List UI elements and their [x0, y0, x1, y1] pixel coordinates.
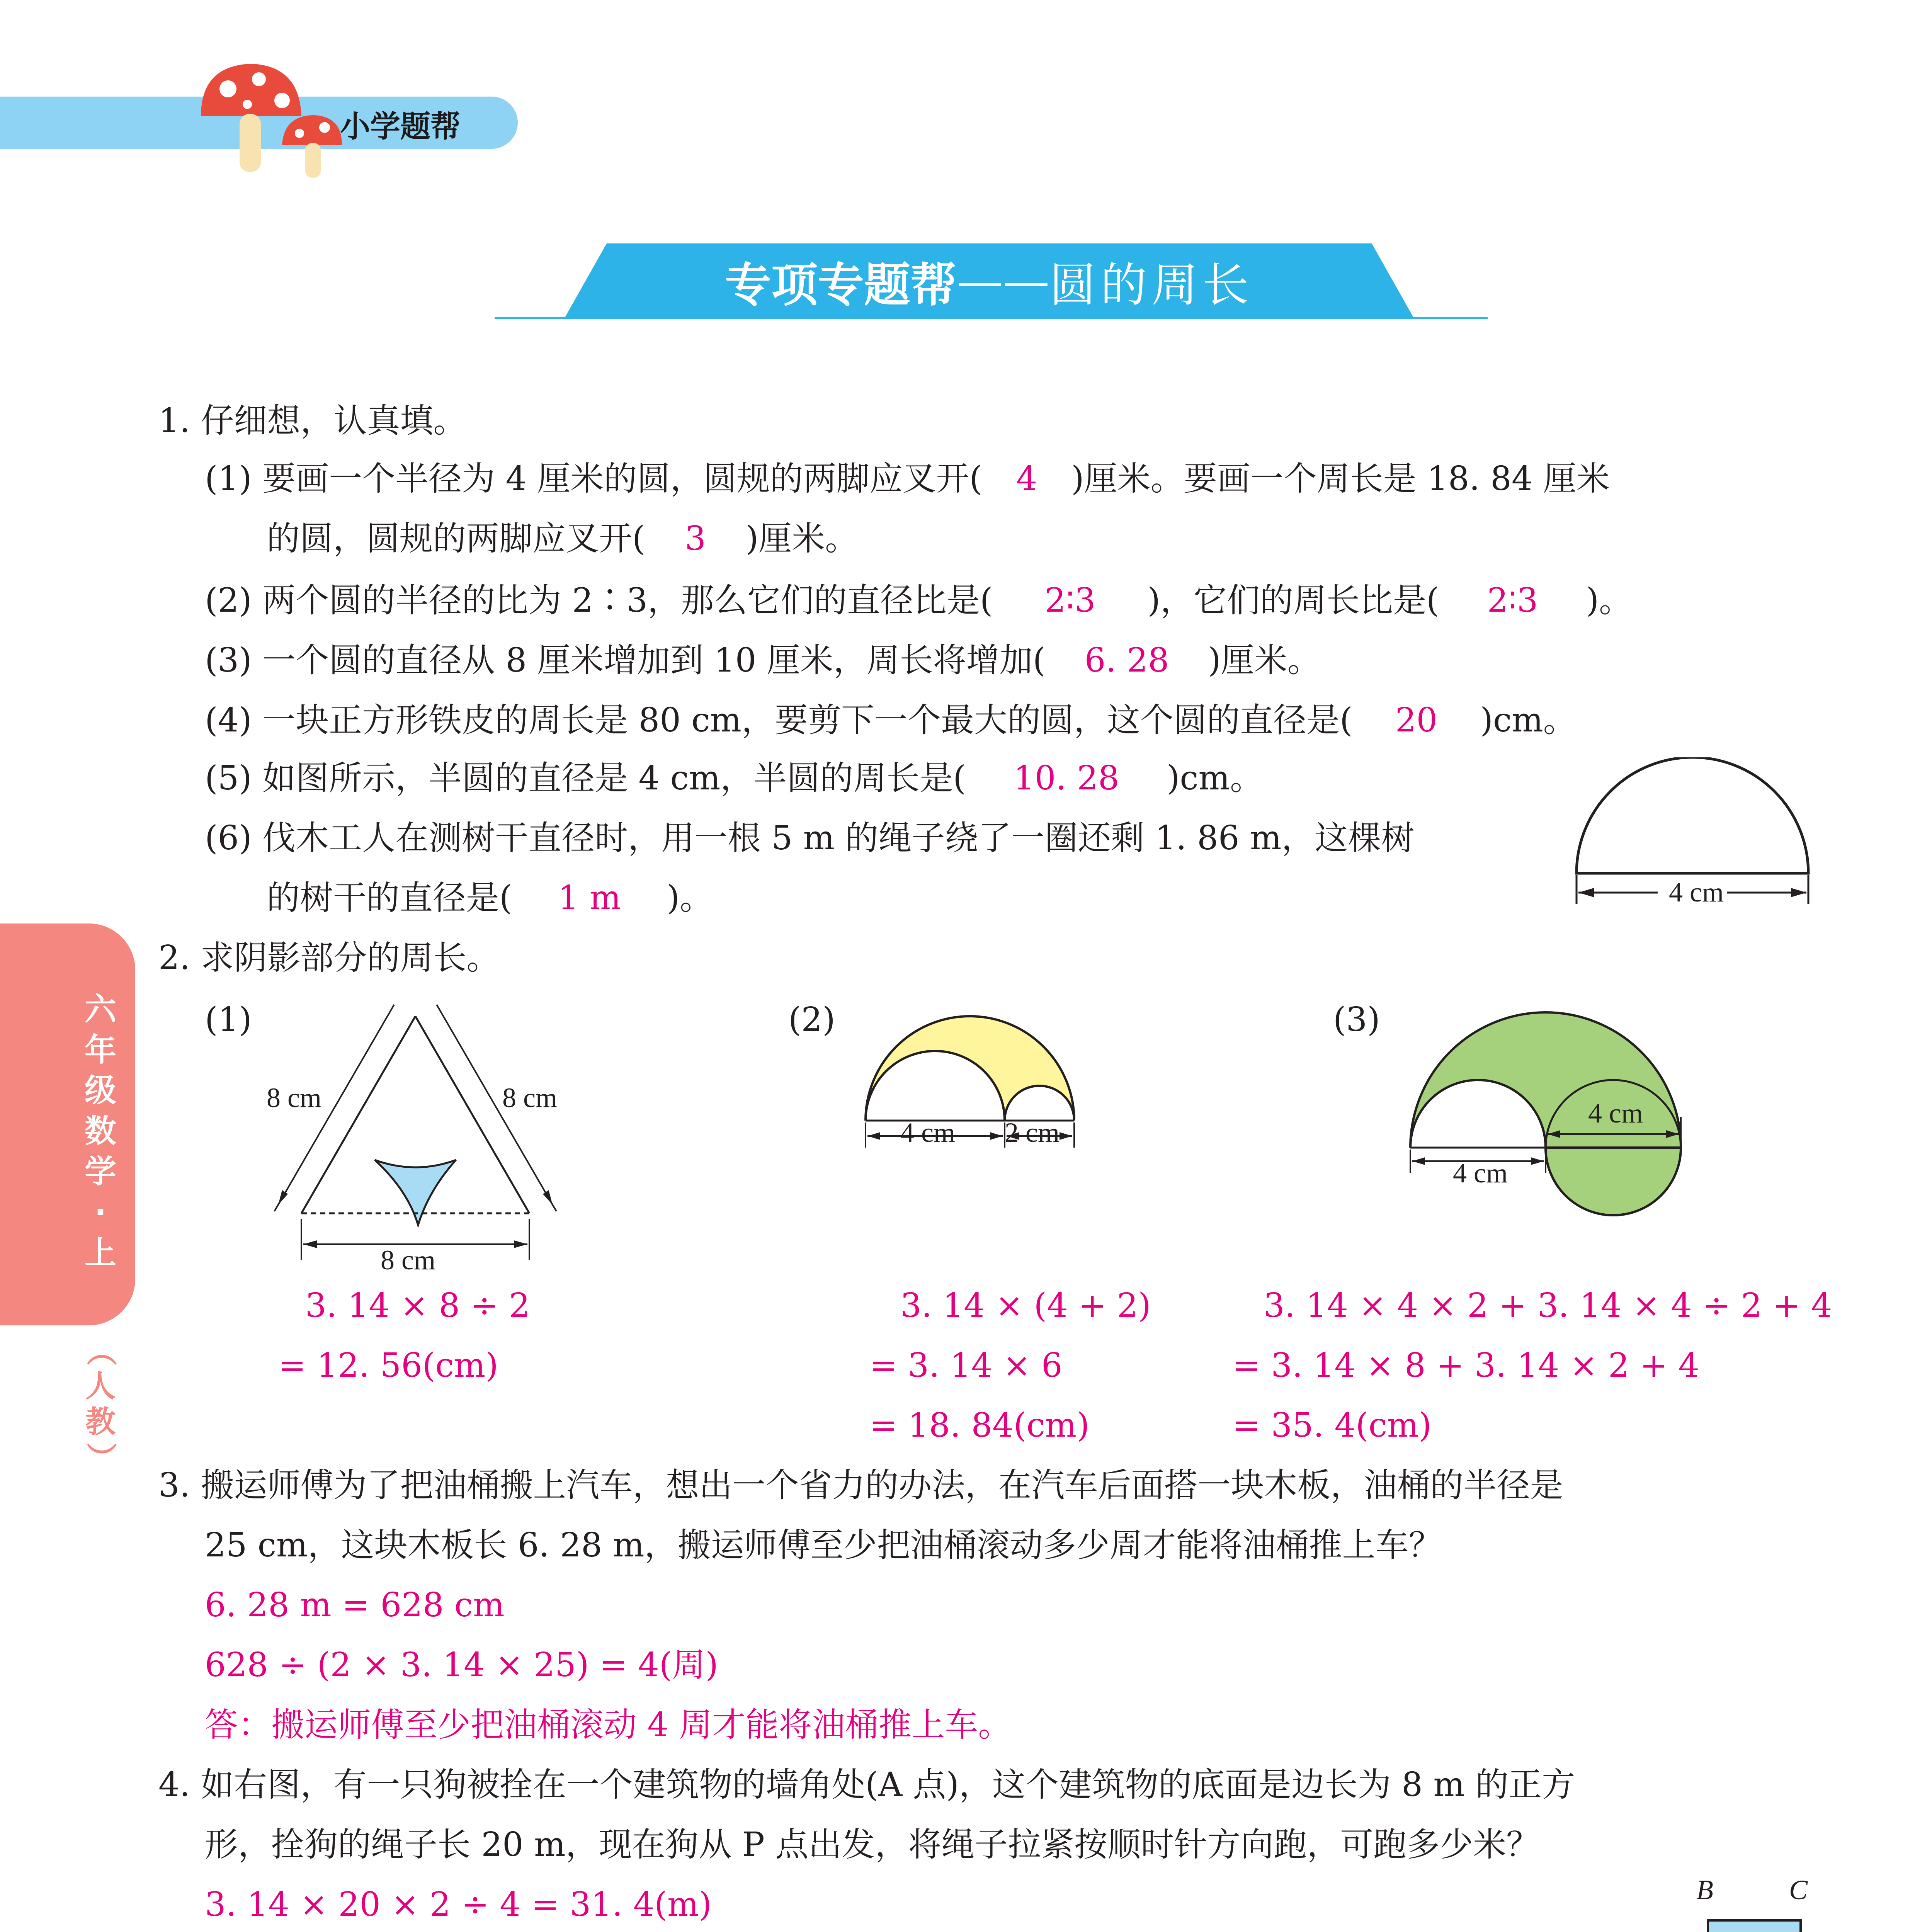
q4-line: 4. 如右图，有一只狗被拴在一个建筑物的墙角处(A 点)，这个建筑物的底面是边长为 8 m 的正方: [158, 1765, 1575, 1804]
fig1-solution-line: = 12. 56(cm): [278, 1346, 498, 1385]
fig2-left-label: 4 cm: [900, 1117, 955, 1148]
fig3-solution-line: = 3. 14 × 8 + 3. 14 × 2 + 4: [1233, 1346, 1700, 1385]
brand-name: 小学题帮: [340, 109, 461, 144]
q1-item-1a: (1) 要画一个半径为 4 厘米的圆，圆规的两脚应叉开( 4 )厘米。要画一个周长是 18. 84 厘米: [205, 459, 1610, 498]
semicircle-label: 4 cm: [1669, 877, 1724, 908]
title-dash: ——: [957, 254, 1049, 308]
fig1-solution-line: 3. 14 × 8 ÷ 2: [305, 1286, 530, 1325]
q1-item-5: (5) 如图所示，半圆的直径是 4 cm，半圆的周长是( 10. 28 )cm。: [205, 759, 1264, 798]
page-title: [564, 243, 1414, 319]
fig2-semicircles: [858, 1005, 1097, 1151]
fig2-solution-line: = 3. 14 × 6: [869, 1346, 1063, 1385]
side-tab-grade: 六 年 级 数 学 · 上: [84, 991, 116, 1271]
fig3-bottom-label: 4 cm: [1453, 1158, 1508, 1189]
fig2-right-label: 2 cm: [1005, 1117, 1060, 1148]
q3-line: 25 cm，这块木板长 6. 28 m，搬运师傅至少把油桶滚动多少周才能将油桶推上车？: [205, 1526, 1442, 1565]
answer-blank: 1 m: [558, 879, 621, 917]
q1-item-4: (4) 一块正方形铁皮的周长是 80 cm，要剪下一个最大的圆，这个圆的直径是( 20 )cm。: [205, 701, 1577, 740]
fig1-right-label: 8 cm: [502, 1082, 557, 1113]
fig3-solution-line: = 35. 4(cm): [1233, 1406, 1432, 1445]
q1-item-3: (3) 一个圆的直径从 8 厘米增加到 10 厘米，周长将增加( 6. 28 )厘米。: [205, 641, 1321, 680]
fig2-label: (2): [788, 1000, 835, 1039]
q4-line: 形，拴狗的绳子长 20 m，现在狗从 P 点出发，将绳子拉紧按顺时针方向跑，可跑多少米？: [205, 1825, 1540, 1864]
fig2-solution-line: = 18. 84(cm): [869, 1406, 1090, 1445]
point-B: B: [1696, 1874, 1713, 1905]
q3-answer: 答：搬运师傅至少把油桶滚动 4 周才能将油桶推上车。: [205, 1706, 1012, 1744]
title-topic: 圆的周长: [1049, 258, 1253, 312]
fig1-left-label: 8 cm: [267, 1082, 321, 1113]
mushroom-icon: [193, 58, 355, 185]
answer-blank: 2∶3: [1487, 581, 1538, 620]
q3-line: 3. 搬运师傅为了把油桶搬上汽车，想出一个省力的办法，在汽车后面搭一块木板，油桶的半径是: [158, 1466, 1563, 1505]
q1-heading: 1. 仔细想，认真填。: [158, 401, 467, 440]
fig2-solution-line: 3. 14 × (4 + 2): [900, 1286, 1151, 1325]
q1-item-2: (2) 两个圆的半径的比为 2∶3，那么它们的直径比是( 2∶3 )，它们的周长比是( 2∶3 )。: [205, 581, 1633, 620]
fig1-label: (1): [205, 1000, 252, 1039]
fig3-solution-line: 3. 14 × 4 × 2 + 3. 14 × 4 ÷ 2 + 4: [1264, 1286, 1832, 1325]
answer-blank: 6. 28: [1084, 641, 1169, 680]
fig1-bottom-label: 8 cm: [381, 1245, 435, 1276]
answer-blank: 4: [1016, 459, 1037, 498]
fig3-top-label: 4 cm: [1588, 1098, 1643, 1129]
q1-item-6a: (6) 伐木工人在测树干直径时，用一根 5 m 的绳子绕了一圈还剩 1. 86 m，这棵树: [205, 819, 1415, 857]
answer-blank: 3: [685, 519, 706, 558]
q1-item-6b: 的树干的直径是( 1 m )。: [267, 879, 713, 917]
q4-building-figure: [1461, 1870, 1832, 1932]
side-tab-edition: （ 人 教 ）: [83, 1335, 118, 1473]
q4-solution-line: 3. 14 × 20 × 2 ÷ 4 = 31. 4(m): [205, 1885, 712, 1924]
q2-heading: 2. 求阴影部分的周长。: [158, 939, 500, 977]
q3-solution-line: 6. 28 m = 628 cm: [205, 1586, 505, 1624]
q1-item-1b: 的圆，圆规的两脚应叉开( 3 )厘米。: [267, 519, 859, 558]
fig3-label: (3): [1333, 1000, 1380, 1039]
answer-blank: 10. 28: [1014, 759, 1119, 798]
answer-blank: 2∶3: [1044, 581, 1096, 620]
q3-solution-line: 628 ÷ (2 × 3. 14 × 25) = 4(周): [205, 1646, 718, 1684]
title-main: 专项专题帮: [725, 258, 957, 312]
answer-blank: 20: [1395, 701, 1438, 740]
point-C: C: [1789, 1874, 1808, 1905]
